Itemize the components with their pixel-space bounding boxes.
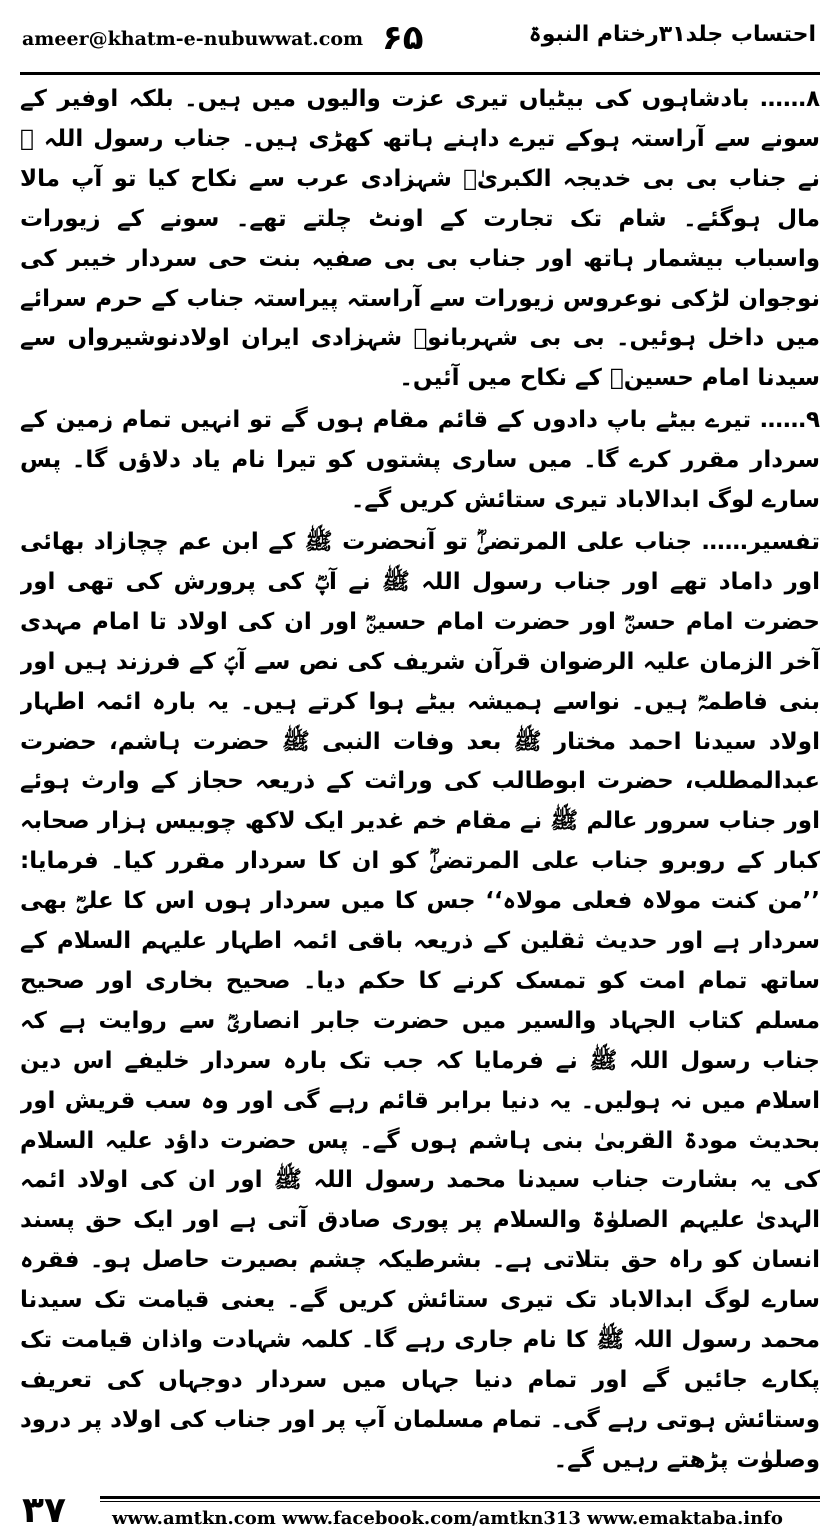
page-header xyxy=(20,6,820,72)
header-email[interactable]: ameer@khatm-e-nubuwwat.com xyxy=(22,28,364,50)
body-text xyxy=(20,80,820,1480)
header-divider xyxy=(20,72,820,75)
paragraph-8: ۸…… بادشاہوں کی بیٹیاں تیری عزت والیوں میں ہیں۔ بلکہ اوفیر کے سونے سے آراستہ ہوکے تیرے داہنے ہاتھ کھڑی ہیں۔ جناب رسول اللہ ﷺ نے جناب بی بی خدیجہ الکبریٰؓ شہزادی عرب سے نکاح کیا تو آپ مالا مال ہوگئے۔ شام تک تجارت کے اونٹ چلتے تھے۔ سونے کے زیورات واسباب بیشمار ہاتھ اور جناب بی بی صفیہ بنت حی سردار خیبر کی نوجوان لڑکی نوعروس زیورات سے آراستہ پیراستہ جناب کے حرم سرائے میں داخل ہوئیں۔ بی بی شہربانوؓ شہزادی ایران اولادنوشیرواں سے سیدنا امام حسینؓ کے نکاح میں آئیں۔ xyxy=(20,86,820,392)
paragraph-tafseer: تفسیر…… جناب علی المرتضیٰؓ تو آنحضرت ﷺ کے ابن عم چچازاد بھائی اور داماد تھے اور جناب رسول اللہ ﷺ نے آپؓ کی پرورش کی تھی اور حضرت امام حسنؓ اور حضرت امام حسینؓ اور ان کی اولاد تا امام مہدی آخر الزمان علیہ الرضوان قرآن شریف کی نص سے آپؐ کے فرزند ہیں اور بنی فاطمہؓ ہیں۔ نواسے ہمیشہ بیٹے ہوا کرتے ہیں۔ یہ بارہ ائمہ اطہار اولاد سیدنا احمد مختار ﷺ بعد وفات النبی ﷺ حضرت ہاشم، حضرت عبدالمطلب، حضرت ابوطالب کی وراثت کے ذریعہ حجاز کے وارث ہوئے اور جناب سرور عالم ﷺ نے مقام خم غدیر ایک لاکھ چوبیس ہزار صحابہ کبار کے روبرو جناب علی المرتضیٰؓ کو ان کا سردار مقرر کیا۔ فرمایا: ’’من کنت مولاہ فعلی مولاہ‘‘ جس کا میں سردار ہوں اس کا علیؓ بھی سردار ہے اور حدیث ثقلین کے ذریعہ باقی ائمہ اطہار علیہم السلام کے ساتھ تمام امت کو تمسک کرنے کا حکم دیا۔ صحیح بخاری اور صحیح مسلم کتاب الجہاد والسیر میں حضرت جابر انصاریؓ سے روایت ہے کہ جناب رسول اللہ ﷺ نے فرمایا کہ جب تک بارہ سردار خلیفے اس دین اسلام میں نہ ہولیں۔ یہ دنیا برابر قائم رہے گی اور وہ سب قریش اور بحدیث مودۃ القربیٰ بنی ہاشم ہوں گے۔ پس حضرت داؤد علیہ السلام کی یہ بشارت جناب سیدنا محمد رسول اللہ ﷺ اور ان کی اولاد ائمہ الہدیٰ علیہم الصلوٰۃ والسلام پر پوری صادق آتی ہے اور ایک حق پسند انسان کو راہ حق بتلاتی ہے۔ بشرطیکہ چشم بصیرت حاصل ہو۔ فقرہ سارے لوگ ابدالاباد تک تیری ستائش کریں گے۔ یعنی قیامت تک سیدنا محمد رسول اللہ ﷺ کا نام جاری رہے گا۔ کلمہ شہادت واذان قیامت تک پکارے جائیں گے اور تمام دنیا جہاں میں سردار دوجہاں کی تعریف وستائش ہوتی رہے گی۔ تمام مسلمان آپ پر اور جناب کی اولاد پر درود وصلوٰت پڑھتے رہیں گے۔ xyxy=(20,528,820,1473)
footer-divider-thin xyxy=(100,1501,820,1502)
header-book-title: احتساب جلد۳۱رختام النبوۃ xyxy=(528,22,816,47)
footer-links[interactable]: www.amtkn.com www.facebook.com/amtkn313 www.emaktaba.info xyxy=(112,1508,783,1529)
paragraph-9: ۹…… تیرے بیٹے باپ دادوں کے قائم مقام ہوں گے تو انہیں تمام زمین کے سردار مقرر کرے گا۔ میں ساری پشتوں کو تیرا نام یاد دلاؤں گا۔ پس سارے لوگ ابدالاباد تیری ستائش کریں گے۔ xyxy=(20,407,820,514)
footer-page-number: ۳۷ xyxy=(22,1490,66,1531)
header-page-number: ۶۵ xyxy=(382,18,424,58)
footer-divider xyxy=(100,1496,820,1499)
